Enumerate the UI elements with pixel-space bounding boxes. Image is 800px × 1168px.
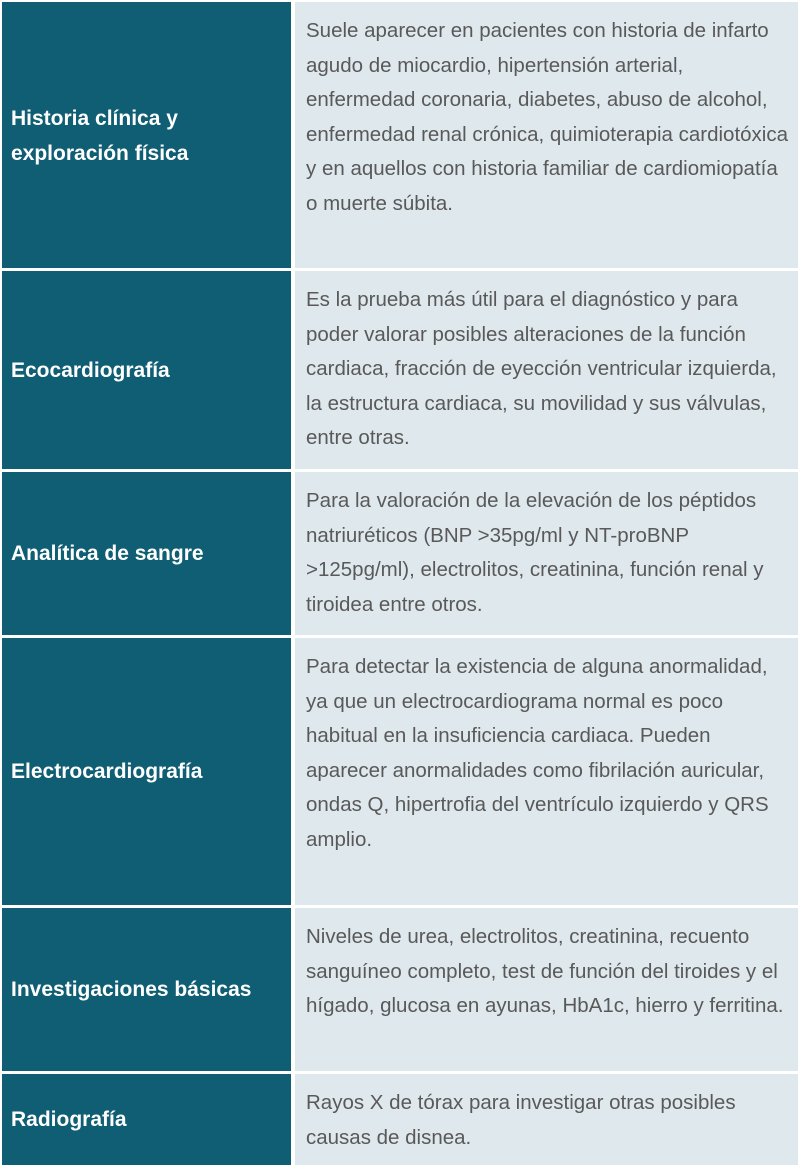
row-label: Investigaciones básicas (2, 908, 291, 1071)
row-description: Es la prueba más útil para el diagnóstico y para poder valorar posibles alteraciones de la función cardiaca, fracción de eyección ventricular izquierda, la estructura cardiaca, su movilidad y sus válvulas, entre otras. (295, 271, 798, 469)
row-description: Para la valoración de la elevación de los péptidos natriuréticos (BNP >35pg/ml y NT-proBNP >125pg/ml), electrolitos, creatinina, función renal y tiroidea entre otros. (295, 472, 798, 635)
row-label: Analítica de sangre (2, 472, 291, 635)
row-label: Electrocardiografía (2, 638, 291, 905)
row-description: Niveles de urea, electrolitos, creatinina, recuento sanguíneo completo, test de función del tiroides y el hígado, glucosa en ayunas, HbA1c, hierro y ferritina. (295, 908, 798, 1071)
table-row (2, 908, 798, 1074)
table-row (2, 271, 798, 472)
row-label: Ecocardiografía (2, 271, 291, 469)
row-label: Radiografía (2, 1074, 291, 1165)
table-row (2, 638, 798, 908)
diagnostic-tests-table (2, 2, 798, 1168)
table-row (2, 472, 798, 638)
row-description: Rayos X de tórax para investigar otras posibles causas de disnea. (295, 1074, 798, 1165)
row-description: Para detectar la existencia de alguna anormalidad, ya que un electrocardiograma normal es poco habitual en la insuficiencia cardiaca. Pueden aparecer anormalidades como fibrilación auricular, ondas Q, hipertrofia del ventrículo izquierdo y QRS amplio. (295, 638, 798, 905)
row-label: Historia clínica y exploración física (2, 2, 291, 268)
table-row (2, 1074, 798, 1168)
row-description: Suele aparecer en pacientes con historia de infarto agudo de miocardio, hipertensión arterial, enfermedad coronaria, diabetes, abuso de alcohol, enfermedad renal crónica, quimioterapia cardiotóxica y en aquellos con historia familiar de cardiomiopatía o muerte súbita. (295, 2, 798, 268)
table-row (2, 2, 798, 271)
